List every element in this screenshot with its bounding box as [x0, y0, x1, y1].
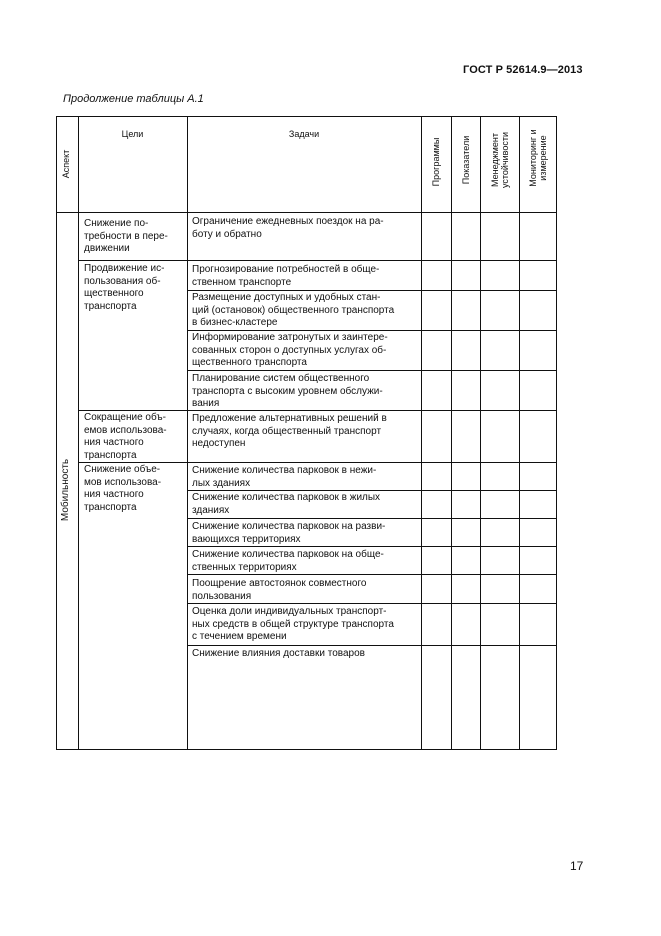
task-cell: Снижение количества парковок в жилых зданиях	[192, 492, 381, 516]
header-monitoring-line1: Мониторинг и	[528, 129, 538, 187]
row-separator	[187, 370, 556, 371]
header-indicators: Показатели	[461, 135, 471, 185]
header-goals: Цели	[121, 129, 144, 139]
task-cell: Снижение количества парковок на обще- ственных территориях	[192, 549, 384, 573]
goal-cell: Продвижение ис- пользования об- щественного транспорта	[84, 263, 165, 313]
task-cell: Снижение количества парковок на разви- вающихся территориях	[192, 521, 386, 545]
row-separator	[78, 260, 556, 261]
table-continuation-caption: Продолжение таблицы А.1	[63, 93, 204, 105]
header-aspect: Аспект	[61, 149, 71, 179]
header-divider	[56, 212, 557, 213]
header-mgmt-line2: устойчивости	[500, 131, 510, 189]
row-separator	[187, 330, 556, 331]
task-cell: Планирование систем общественного транспорта с высоким уровнем обслужи- вания	[192, 373, 383, 410]
header-sustainability-mgmt	[490, 132, 510, 188]
task-cell: Информирование затронутых и заинтере- сованных сторон о доступных услугах об- щественного транспорта	[192, 332, 388, 369]
header-monitoring	[528, 129, 548, 186]
goal-cell: Сокращение объ- емов использова- ния частного транспорта	[84, 412, 167, 462]
task-cell: Поощрение автостоянок совместного пользования	[192, 578, 367, 602]
goal-cell: Снижение по- требности в пере- движении	[84, 218, 168, 255]
standard-code: ГОСТ Р 52614.9—2013	[463, 64, 583, 76]
header-monitoring-line2: измерение	[538, 135, 548, 181]
task-cell: Снижение количества парковок в нежи- лых зданиях	[192, 465, 377, 489]
aspect-mobility: Мобильность	[60, 458, 71, 522]
task-cell: Прогнозирование потребностей в обще- ственном транспорте	[192, 264, 380, 288]
header-tasks: Задачи	[288, 129, 320, 139]
row-separator	[187, 645, 556, 646]
task-cell: Предложение альтернативных решений в случаях, когда общественный транспорт недоступен	[192, 413, 387, 450]
page-number: 17	[570, 859, 584, 873]
task-cell: Оценка доли индивидуальных транспорт- ных средств в общей структуре транспорта с течением времени	[192, 606, 394, 643]
row-separator	[187, 518, 556, 519]
header-programs: Программы	[431, 137, 441, 187]
row-separator	[187, 290, 556, 291]
header-mgmt-line1: Менеджмент	[490, 133, 500, 187]
task-cell: Ограничение ежедневных поездок на ра- боту и обратно	[192, 216, 384, 240]
task-cell: Размещение доступных и удобных стан- ций (остановок) общественного транспорта в бизнес-кластере	[192, 292, 395, 329]
task-cell: Снижение влияния доставки товаров	[192, 648, 365, 659]
goal-cell: Снижение объе- мов использова- ния частного транспорта	[84, 464, 162, 514]
